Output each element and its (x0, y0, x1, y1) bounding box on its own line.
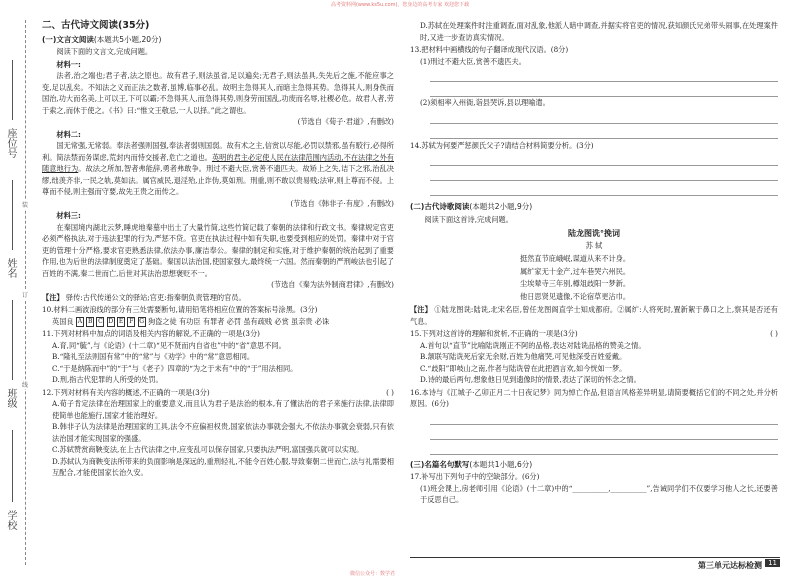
question-11: 11.下列对材料中加点的词语及相关内容的解说,不正确的一项是(3分) (42, 329, 260, 338)
q12-option-b: B.韩非子认为法律是治理国家的工具,法令不应偏袒权贵,国家依法办事就会强大,不依法办事就会衰弱,只有依法治国才能实现国家的强盛。 (52, 422, 394, 443)
q12-option-d: D.苏轼认为商鞅变法所带来的负面影响是深远的,重刑轻礼,不能令百姓心服,导致秦朝二世而亡,法与礼需要相互配合,才能使国家长治久安。 (52, 456, 394, 477)
q12-option-a: A.荀子肯定法律在治理国家上的重要意义,而且认为君子是法治的根本,有了懂法治的君子来施行法律,法律即使简单也能施行,国家才能治理好。 (52, 399, 394, 420)
answer-line[interactable] (430, 114, 778, 124)
school-label: 学校 (5, 510, 16, 530)
footer-title: 第三单元达标检测 (698, 561, 762, 570)
poem-title: 陆龙图诜°挽词 (568, 229, 620, 238)
answer-line[interactable] (430, 87, 778, 97)
bottom-watermark: 微信公众号：数学君 (350, 571, 396, 577)
q12-option-d-cont: D.苏轼在处理案件时注重调查,面对乱象,他派人暗中调查,并据实将官吏的情况,获知颜氏兄弟带头闹事,在处理案件时,又进一步查访真实情况。 (420, 21, 778, 42)
seat-label: 座位号 (5, 128, 16, 158)
question-12: 12.下列对材料有关内容的概述,不正确的一项是(3分) ( ) (42, 387, 394, 397)
question-17: 17.补写出下列句子中的空缺部分。(6分) (410, 472, 540, 481)
q11-option-c: C.“于是纳陈而中”的“于”与《老子》四章的“为之于未有”中的“于”用法相同。 (52, 363, 298, 373)
sub2-instruction: 阅读下面这首诗,完成问题。 (424, 214, 513, 224)
question-16: 16.本诗与《江城子·乙卯正月二十日夜记梦》同为悼亡作品,但语言风格差异明显,请简要概括它们的不同之处,并分析原因。(6分) (410, 387, 778, 408)
question-14: 14.苏轼为何要严惩颜氏父子?请结合材料简要分析。(3分) (410, 140, 594, 150)
answer-box-c[interactable]: C (98, 317, 103, 325)
poem-author: 苏 轼 (585, 240, 603, 250)
section-title: 二、古代诗文阅读(35分) (42, 20, 150, 31)
poem-line: 挺然直节庇峨岷,谋道从来不计身。 (520, 254, 631, 263)
q15-answer-paren[interactable]: ( ) (770, 329, 778, 338)
material-3-source: (节选自《秦为法外制商君律》,有删改) (271, 280, 394, 289)
fold-mark-1: 装 (22, 202, 29, 209)
sub3-title: (三)名篇名句默写(本题共1小题,6分) (410, 459, 533, 469)
q13-part-2: (2)须相率入州衙,诣县哭诉,县以理喻遣。 (420, 98, 550, 107)
q17-blank-1[interactable]: __________ (572, 483, 609, 493)
material-3-label: 材料三: (56, 211, 81, 220)
material-1-label: 材料一: (56, 59, 81, 69)
material-2-source: (节选自《韩非子·有度》,有删改) (290, 198, 394, 208)
right-column (410, 20, 778, 506)
material-2-text: 国无常强,无常弱。奉法者强则国强,奉法者弱则国弱。故有术之主,信赏以尽能,必罚以禁邪,虽有駮行,必得所利。简法禁而务谋虑,荒封内而恃交援者,危亡之道也。英明的君主必定使人民在法律范围内活动,不在法律之外有随意地行为。故法之所加,智者弗能辞,勇者弗敢争。刑过不避大臣,赏善不遗匹夫。故矫上之失,诘下之邪,治乱决缪,绌羡齐非,一民之轨,莫如法。属官威民,退淫殆,止诈伪,莫如刑。刑重,则不敢以贵易贱;法审,则上尊而不侵。上尊而不侵,则主强而守要,故先王贵之而传之。 (42, 141, 394, 196)
school-blank (12, 430, 13, 502)
class-label: 班级 (5, 388, 16, 408)
fold-mark-2: 订 (22, 292, 29, 299)
question-10-answer-row: 英国良 A B C D E F G 狗盗之徒 有功臣 有罪者 必罚 虽有疏贱 必赏 虽亲贵 必诛 (52, 316, 330, 326)
poem-line: 尘埃辇寺三年别,樽俎歧阳一梦新。 (520, 279, 631, 288)
q11-option-b: B.“隆礼至法则国有常”中的“常”与《劝学》中的“常”意思相同。 (52, 352, 255, 361)
answer-line[interactable] (430, 186, 778, 196)
left-column (42, 20, 394, 479)
fold-mark-3: 线 (22, 382, 29, 389)
answer-line[interactable] (430, 72, 778, 82)
material-3-text: 在秦国境内湖北云梦,睡虎地秦墓中出土了大量竹简,这些竹简记载了秦朝的法律和行政文书。秦律规定官吏必须严格执法,对于违法犯罪的行为,严惩不贷。官吏在执法过程中如有失职,也要受到相应的处罚。秦律中对于官吏的管理十分严格,要求官吏熟悉法律,依法办事,廉洁奉公。秦律的制定和实施,对于维护秦朝的统治起到了重要作用,也为后世的法律制度奠定了基础。秦国以法治国,使国家强大,最终统一六国。然而秦朝的严刑峻法也引起了百姓的不满,秦二世而亡,后世对其法治思想褒贬不一。 (42, 222, 394, 278)
sub1-title: (一)文言文阅读(本题共5小题,20分) (42, 34, 162, 44)
q12-option-c: C.苏轼赞赏商鞅变法,在上古代法律之中,应变乱可以保存国家,只要执法严明,富国强兵就可以实现。 (52, 445, 364, 454)
answer-line[interactable] (430, 415, 778, 425)
q17-part-1: (1)班会课上,房老师引用《论语》(十二章)中的“__________,__________”,告诫同学们不仅要学习他人之长,还要善于反思自己。 (420, 483, 778, 504)
q11-option-a: A.育,同“毓”,与《论语》(十二章)“见不贤而内自省也”中的“省”意思不同。 (52, 340, 286, 350)
answer-box-g[interactable]: G (139, 317, 145, 325)
material-1-source: (节选自《荀子·君道》,有删改) (297, 117, 394, 126)
q15-option-b: B.颔联写陆诜死后家无余财,百姓为他痛哭,可见他深受百姓爱戴。 (420, 352, 627, 361)
q15-option-c: C.“歧阳”即岐山之南,作者与陆诜曾在此把酒言欢,如今恍如一梦。 (420, 363, 627, 373)
answer-line[interactable] (430, 445, 778, 455)
q15-option-a: A.首句以“直节”比喻陆诜刚正不阿的品格,表达对陆诜品格的赞美之情。 (420, 340, 646, 350)
answer-line[interactable] (430, 430, 778, 440)
instruction: 阅读下面的文言文,完成问题。 (56, 47, 153, 56)
answer-box-b[interactable]: B (87, 317, 93, 325)
page-number: 11 (765, 559, 780, 567)
question-15: 15.下列对这首诗的理解和赏析,不正确的一项是(3分) ( ) (410, 329, 778, 338)
annotation: 【注】 驿传:古代传递公文的驿站;官吏:指秦朝负责管理的官员。 (42, 292, 246, 302)
name-blank (12, 180, 13, 250)
question-10: 10.材料二画波浪线的部分有三处需要断句,请用铅笔将相应位置的答案标号涂黑。(3分) (42, 305, 318, 314)
poem-annotation: 【注】 ①陆龙图诜:陆诜,北宋名臣,曾任龙图阁直学士知成都府。②属纩:人将死时,置新絮于鼻口之上,察其是否还有气息。 (410, 305, 778, 326)
answer-box-a[interactable]: A (77, 317, 83, 325)
answer-box-f[interactable]: F (129, 317, 134, 325)
answer-line[interactable] (430, 156, 778, 166)
q15-option-d: D.诗的最后两句,想象他日见到遗像时的情景,表达了深切的怀念之情。 (420, 375, 641, 384)
answer-box-e[interactable]: E (118, 317, 124, 325)
name-label: 姓名 (5, 258, 16, 278)
q17-blank-2[interactable]: __________ (610, 483, 647, 493)
answer-box-d[interactable]: D (108, 317, 114, 325)
seat-blank (12, 60, 13, 120)
question-13: 13.把材料中画横线的句子翻译成现代汉语。(8分) (410, 45, 569, 54)
page-footer (410, 557, 780, 570)
top-watermark: 高考资料网(www.ks5u.com)，您身边的高考专家 欢迎您下载 (330, 2, 469, 8)
class-blank (12, 300, 13, 380)
q13-part-1: (1)刑过不避大臣,赏善不遗匹夫。 (420, 56, 526, 66)
answer-line[interactable] (430, 129, 778, 139)
poem-line: 他日思贤见遗像,不论宿草更沾巾。 (520, 291, 631, 301)
poem-line: 属纩家无十金产,过车巷哭六州民。 (520, 266, 631, 276)
q11-option-d: D.刑,指古代犯罪的人所受的处罚。 (52, 375, 163, 384)
binding-gutter (0, 0, 36, 578)
material-1-text: 法者,治之端也;君子者,法之原也。故有君子,则法虽省,足以遍矣;无君子,则法虽具,失先后之施,不能应事之变,足以乱矣。不知法之义而正法之数者,虽博,临事必乱。故明主急得其人,而暗主急得其势。急得其人,则身佚而国治,功大而名美,上可以王,下可以霸;不急得其人,而急得其势,则身劳而国乱,功废而名辱,社稷必危。故君人者,劳于索之,而休于使之。《书》曰:“惟文王敬忌,一人以择。”此之谓也。 (42, 71, 394, 115)
q12-answer-paren[interactable]: ( ) (386, 387, 394, 397)
sub2-title: (二)古代诗歌阅读(本题共2小题,9分) (410, 202, 533, 211)
answer-line[interactable] (430, 171, 778, 181)
material-2-label: 材料二: (56, 129, 81, 139)
